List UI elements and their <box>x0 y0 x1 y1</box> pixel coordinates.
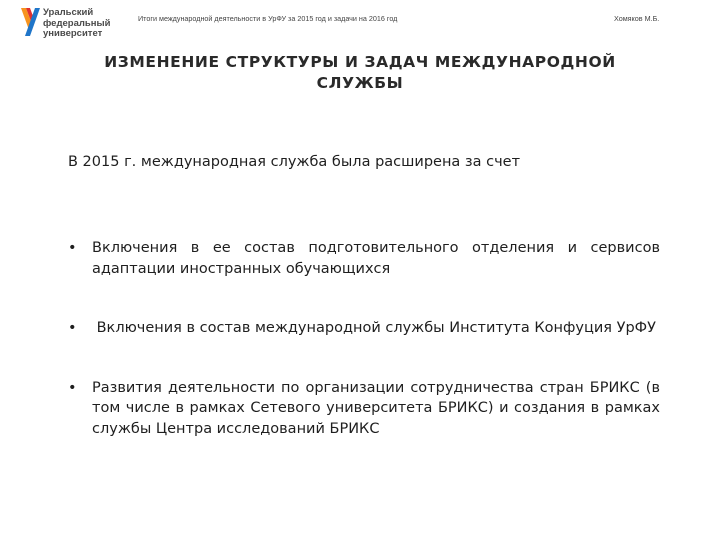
bullet-text: Включения в состав международной службы Института Конфуция УрФУ <box>92 320 656 336</box>
header-presentation-title: Итоги международной деятельности в УрФУ за 2015 год и задачи на 2016 год <box>138 14 398 23</box>
urfu-logo-mark-icon <box>20 6 42 40</box>
logo-wordmark <box>43 8 138 40</box>
bullet-item <box>68 318 660 339</box>
bullet-item <box>68 238 660 279</box>
logo-line-3: университет <box>43 28 103 39</box>
intro-text: В 2015 г. международная служба была расширена за счет <box>68 154 521 170</box>
bullet-list <box>68 238 660 439</box>
bullet-marker: • <box>68 379 77 396</box>
slide-title: ИЗМЕНЕНИЕ СТРУКТУРЫ И ЗАДАЧ МЕЖДУНАРОДНОЙ СЛУЖБЫ <box>104 53 616 92</box>
bullet-text: Включения в ее состав подготовительного отделения и сервисов адаптации иностранных обучающихся <box>92 240 660 277</box>
bullet-item <box>68 378 660 440</box>
bullet-marker: • <box>68 320 77 336</box>
bullet-marker: • <box>68 240 77 256</box>
urfu-logo <box>20 6 138 40</box>
header-author: Хомяков М.Б. <box>614 14 660 23</box>
bullet-text: Развития деятельности по организации сотрудничества стран БРИКС (в том числе в рамках Сетевого университета БРИКС) и создания в рамках службы Центра исследований БРИКС <box>92 379 660 437</box>
logo-line-1: Уральский <box>43 7 94 18</box>
logo-line-2: федеральный <box>43 17 111 29</box>
